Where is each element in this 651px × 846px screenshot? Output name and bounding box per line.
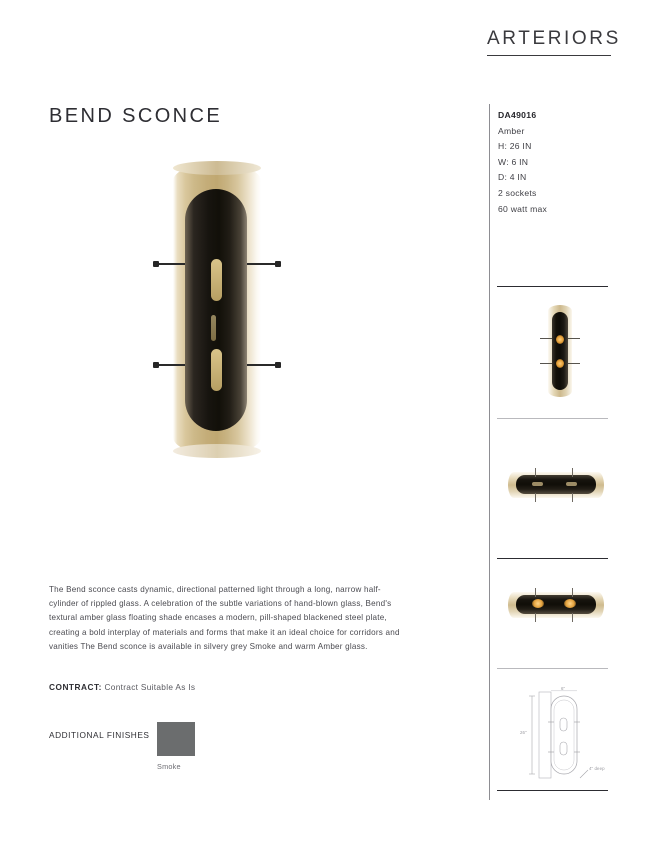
additional-finishes-label: ADDITIONAL FINISHES <box>49 730 150 740</box>
hero-plate-slot-bottom <box>211 349 222 391</box>
dimension-width-label: 6" <box>561 686 566 691</box>
spec-width: W: 6 IN <box>498 156 529 167</box>
thumb2-plate-slot-left <box>532 482 543 486</box>
thumb3-bulb-glow-right <box>564 599 576 608</box>
thumb2-pin-bottom-left <box>535 493 536 502</box>
brand-logo-rule <box>487 55 611 56</box>
thumb2-pin-top-left <box>535 468 536 477</box>
dimension-depth-note: 4" deep <box>589 766 605 771</box>
thumb1-bulb-glow-lower <box>556 359 564 368</box>
rail-divider-1 <box>497 286 608 287</box>
rail-divider-5 <box>497 790 608 791</box>
thumb1-steel-plate <box>552 312 568 390</box>
hero-cylinder-bottom-edge <box>173 444 261 458</box>
thumb3-pin-bottom-left <box>535 613 536 622</box>
spec-sockets: 2 sockets <box>498 187 537 198</box>
hero-mount-pin-cap-upper-right <box>275 261 281 267</box>
brand-logo <box>487 28 621 56</box>
dimension-drawing-svg <box>508 690 608 786</box>
thumb1-pin-lower-right <box>568 363 580 364</box>
dimension-height-label: 26" <box>520 730 527 735</box>
thumb1-pin-upper-left <box>540 338 552 339</box>
finish-swatch-name: Smoke <box>157 762 181 771</box>
hero-mount-pin-cap-lower-right <box>275 362 281 368</box>
hero-cylinder-top-edge <box>173 161 261 175</box>
hero-plate-slot-middle <box>211 315 216 341</box>
rail-divider-2 <box>497 418 608 419</box>
spec-finish: Amber <box>498 125 525 136</box>
hero-mount-pin-upper-left <box>155 263 185 265</box>
thumb1-pin-lower-left <box>540 363 552 364</box>
thumb2-pin-bottom-right <box>572 493 573 502</box>
thumb1-pin-upper-right <box>568 338 580 339</box>
contract-label: CONTRACT: <box>49 682 102 692</box>
thumbnail-vertical-lit[interactable] <box>534 305 586 397</box>
contract-line <box>49 682 195 692</box>
brand-logo-text: ARTERIORS <box>487 28 621 49</box>
page-title: BEND SCONCE <box>49 105 223 127</box>
spec-wattage: 60 watt max <box>498 203 548 214</box>
thumb3-pin-top-right <box>572 588 573 597</box>
spec-list <box>498 108 610 217</box>
thumbnail-horizontal-unlit[interactable] <box>508 462 604 508</box>
spec-sku: DA49016 <box>498 110 537 120</box>
product-hero-image <box>151 163 283 455</box>
finish-swatch-smoke[interactable] <box>157 722 195 771</box>
hero-steel-plate <box>185 189 247 431</box>
thumb3-bulb-glow-left <box>532 599 544 608</box>
hero-mount-pin-cap-lower-left <box>153 362 159 368</box>
rail-divider-3 <box>497 558 608 559</box>
product-description: The Bend sconce casts dynamic, directional patterned light through a long, narrow half-cylinder of rippled glass. A celebration of the subtle variations of hand-blown glass, Bend's textural amber glass floating shade encases a modern, pill-shaped blackened steel plate, creating a bold interplay of materials and forms that make it an ideal choice for corridors and vanities The Bend sconce is available in silvery grey Smoke and warm Amber glass. <box>49 585 400 651</box>
thumb2-plate-slot-right <box>566 482 577 486</box>
thumb2-steel-plate <box>516 475 596 494</box>
thumbnail-dimension-drawing[interactable] <box>508 686 608 786</box>
thumb3-pin-top-left <box>535 588 536 597</box>
rail-divider-4 <box>497 668 608 669</box>
thumbnail-horizontal-lit[interactable] <box>508 582 604 628</box>
thumb3-steel-plate <box>516 595 596 614</box>
hero-mount-pin-cap-upper-left <box>153 261 159 267</box>
column-divider <box>489 104 490 800</box>
contract-value: Contract Suitable As Is <box>104 682 196 692</box>
finish-swatch-chip <box>157 722 195 756</box>
spec-height: H: 26 IN <box>498 141 532 152</box>
thumb2-pin-top-right <box>572 468 573 477</box>
hero-plate-slot-top <box>211 259 222 301</box>
thumb3-pin-bottom-right <box>572 613 573 622</box>
spec-depth: D: 4 IN <box>498 172 527 183</box>
hero-mount-pin-lower-left <box>155 364 185 366</box>
thumb1-bulb-glow-upper <box>556 335 564 344</box>
